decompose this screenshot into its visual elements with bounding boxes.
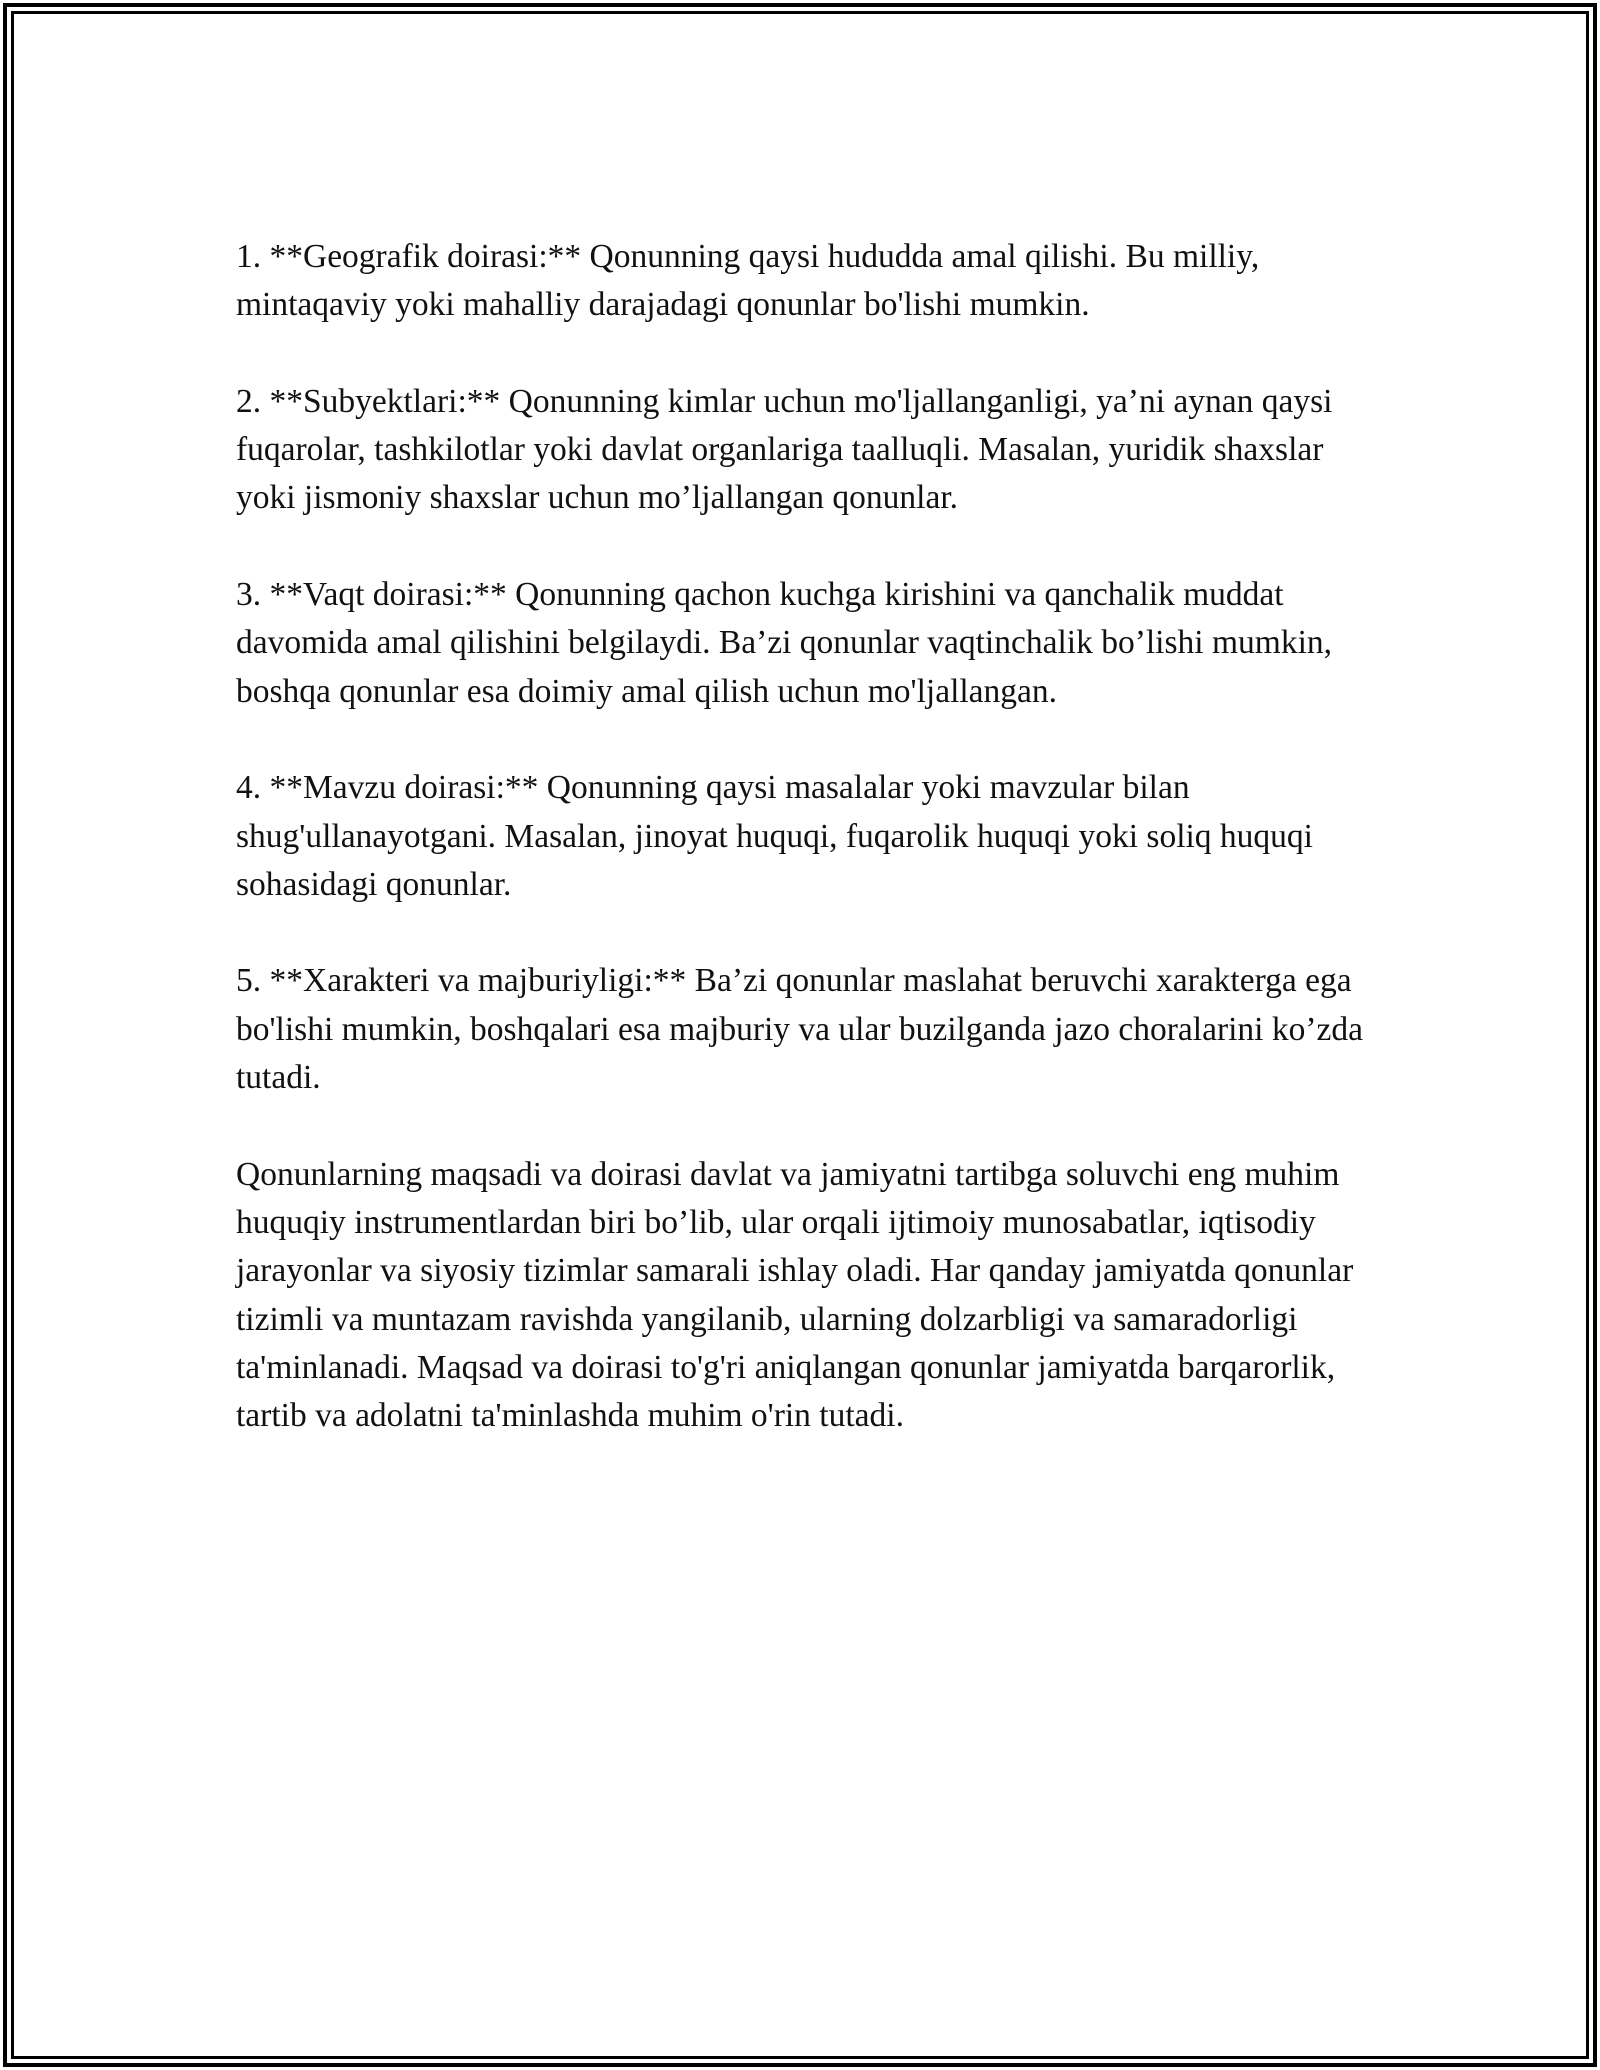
paragraph-xarakteri-va-majburiyligi: 5. **Xarakteri va majburiyligi:** Ba’zi qonunlar maslahat beruvchi xarakterga ega bo'lishi mumkin, boshqalari esa majburiy va ular buzilganda jazo choralarini ko’zda tutadi. (236, 962, 1364, 1097)
paragraph-mavzu-doirasi: 4. **Mavzu doirasi:** Qonunning qaysi masalalar yoki mavzular bilan shug'ullanayotgani. Masalan, jinoyat huquqi, fuqarolik huquqi yoki soliq huquqi sohasidagi qonunlar. (236, 769, 1313, 903)
paragraph-geografik-doirasi: 1. **Geografik doirasi:** Qonunning qaysi hududda amal qilishi. Bu milliy, mintaqaviy yoki mahalliy darajadagi qonunlar bo'lishi mumkin. (236, 238, 1260, 324)
paragraph-subyektlari: 2. **Subyektlari:** Qonunning kimlar uchun mo'ljallanganligi, ya’ni aynan qaysi fuqarolar, tashkilotlar yoki davlat organlariga taalluqli. Masalan, yuridik shaxslar yoki jismoniy shaxslar uchun mo’ljallangan qonunlar. (236, 382, 1333, 517)
paragraph-conclusion: Qonunlarning maqsadi va doirasi davlat va jamiyatni tartibga soluvchi eng muhim huquqiy instrumentlardan biri bo’lib, ular orqali ijtimoiy munosabatlar, iqtisodiy jarayonlar va siyosiy tizimlar samarali ishlay oladi. Har qanday jamiyatda qonunlar tizimli va muntazam ravishda yangilanib, ularning dolzarbligi va samaradorligi ta'minlanadi. Maqsad va doirasi to'g'ri aniqlangan qonunlar jamiyatda barqarorlik, tartib va adolatni ta'minlashda muhim o'rin tutadi. (236, 1155, 1354, 1435)
paragraph-vaqt-doirasi: 3. **Vaqt doirasi:** Qonunning qachon kuchga kirishini va qanchalik muddat davomida amal qilishini belgilaydi. Ba’zi qonunlar vaqtinchalik bo’lishi mumkin, boshqa qonunlar esa doimiy amal qilish uchun mo'ljallangan. (236, 576, 1332, 710)
document-body (236, 233, 1366, 1440)
